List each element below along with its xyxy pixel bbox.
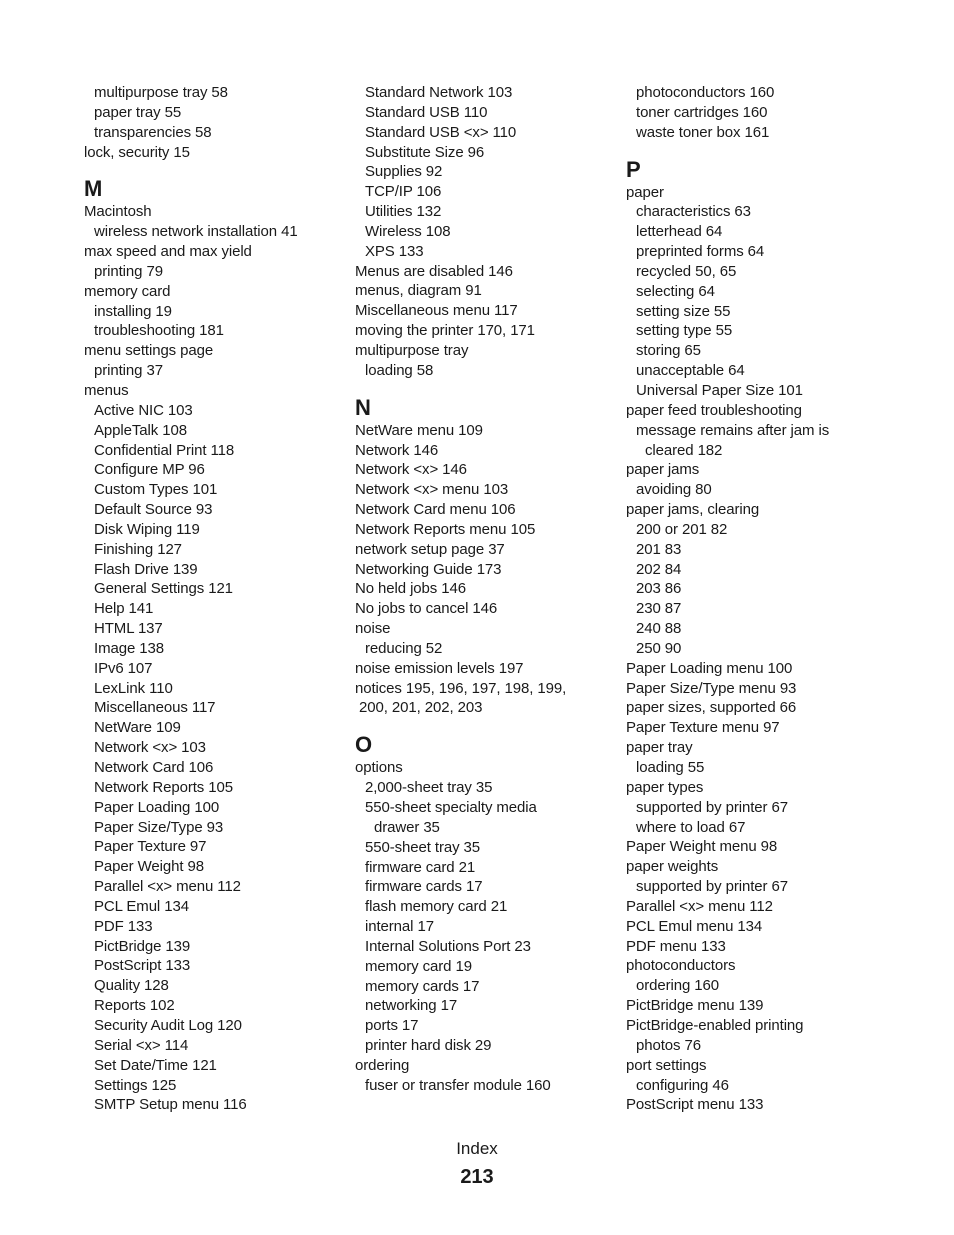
index-entry: menu settings page — [84, 342, 214, 360]
index-subentry: Substitute Size 96 — [365, 143, 485, 161]
index-subentry: 200, 201, 202, 203 — [359, 699, 483, 717]
index-entry: Paper Size/Type menu 93 — [626, 679, 797, 697]
index-subentry: Help 141 — [94, 600, 154, 618]
index-entry: paper types — [626, 778, 704, 796]
index-entry: paper — [626, 183, 664, 201]
index-subentry: AppleTalk 108 — [94, 421, 187, 439]
index-entry: Networking Guide 173 — [355, 560, 502, 578]
index-subentry: Network Card 106 — [94, 759, 214, 776]
index-subentry: letterhead 64 — [636, 223, 723, 241]
index-subentry: Default Source 93 — [94, 501, 213, 519]
index-letter-heading: P — [626, 156, 641, 182]
index-entry: paper sizes, supported 66 — [626, 699, 797, 717]
index-entry: port settings — [626, 1056, 707, 1074]
index-subentry: Utilities 132 — [365, 203, 442, 221]
index-subentry: wireless network installation 41 — [94, 223, 298, 241]
index-subentry: where to load 67 — [636, 818, 746, 836]
index-subentry: supported by printer 67 — [636, 798, 788, 816]
index-subentry: Confidential Print 118 — [94, 441, 235, 459]
index-subentry: multipurpose tray 58 — [94, 84, 228, 101]
index-entry: PictBridge-enabled printing — [626, 1016, 804, 1034]
footer-section-label: Index — [456, 1139, 498, 1158]
index-subentry: printer hard disk 29 — [365, 1037, 492, 1055]
index-subentry: paper tray 55 — [94, 103, 182, 121]
index-subentry: characteristics 63 — [636, 203, 751, 221]
index-subentry: PDF 133 — [94, 917, 153, 935]
index-subentry: IPv6 107 — [94, 659, 153, 677]
index-subentry: 550-sheet tray 35 — [365, 838, 481, 856]
index-entry: ordering — [355, 1056, 410, 1074]
index-subentry: firmware cards 17 — [365, 878, 483, 896]
index-subentry: Supplies 92 — [365, 163, 443, 181]
index-letter-heading: M — [84, 176, 103, 202]
index-subentry: 2,000-sheet tray 35 — [365, 779, 493, 797]
index-subentry: Serial <x> 114 — [94, 1036, 189, 1054]
index-entry: NetWare menu 109 — [355, 421, 483, 439]
index-subentry: selecting 64 — [636, 282, 715, 300]
index-subentry: Paper Loading 100 — [94, 798, 220, 816]
index-subentry: fuser or transfer module 160 — [365, 1076, 551, 1094]
page-number: 213 — [460, 1166, 494, 1188]
index-subentry: waste toner box 161 — [636, 123, 770, 141]
index-subentry: recycled 50, 65 — [636, 262, 737, 280]
index-subentry: photos 76 — [636, 1036, 701, 1054]
index-subentry: reducing 52 — [365, 639, 443, 657]
index-entry: photoconductors — [626, 957, 736, 975]
index-subentry: ordering 160 — [636, 977, 720, 995]
index-entry: Network Card menu 106 — [355, 501, 516, 519]
index-entry: paper weights — [626, 858, 719, 876]
index-entry: Network Reports menu 105 — [355, 520, 536, 538]
index-entry: lock, security 15 — [84, 143, 190, 161]
index-subentry: memory card 19 — [365, 957, 472, 975]
index-entry: memory card — [84, 282, 171, 300]
index-subentry: loading 58 — [365, 361, 434, 379]
index-subentry: Finishing 127 — [94, 540, 182, 558]
index-subentry: LexLink 110 — [94, 679, 173, 697]
index-subentry: 240 88 — [636, 620, 682, 638]
index-subentry: Custom Types 101 — [94, 481, 218, 499]
index-column-2 — [355, 83, 615, 1096]
index-subentry: installing 19 — [94, 302, 172, 320]
index-entry: network setup page 37 — [355, 540, 505, 558]
index-entry: paper tray — [626, 739, 693, 757]
index-entry: menus — [84, 381, 129, 399]
index-entry: Miscellaneous menu 117 — [355, 302, 518, 320]
index-subentry: preprinted forms 64 — [636, 243, 765, 261]
index-entry: PictBridge menu 139 — [626, 997, 764, 1015]
index-letter-heading: O — [355, 732, 373, 758]
index-subentry: PCL Emul 134 — [94, 897, 189, 915]
index-entry: paper feed troubleshooting — [626, 401, 802, 419]
index-subentry: Disk Wiping 119 — [94, 520, 200, 538]
index-entry: menus, diagram 91 — [355, 282, 482, 300]
index-entry: noise emission levels 197 — [355, 659, 524, 677]
index-subentry: Quality 128 — [94, 977, 169, 995]
index-entry: Network <x> 146 — [355, 461, 467, 479]
index-subentry: message remains after jam is — [636, 421, 830, 439]
index-subentry: HTML 137 — [94, 620, 163, 638]
index-subentry: Paper Weight 98 — [94, 858, 204, 876]
index-subentry: drawer 35 — [374, 818, 440, 836]
index-entry: paper jams — [626, 461, 700, 479]
index-subentry: Standard USB <x> 110 — [365, 123, 517, 141]
index-entry: Parallel <x> menu 112 — [626, 897, 773, 915]
index-entry: Network <x> menu 103 — [355, 481, 509, 499]
index-subentry: 550-sheet specialty media — [365, 799, 537, 816]
index-entry: noise — [355, 620, 391, 638]
index-subentry: storing 65 — [636, 342, 701, 360]
index-entry: PostScript menu 133 — [626, 1096, 764, 1114]
index-subentry: 202 84 — [636, 560, 682, 578]
index-subentry: Miscellaneous 117 — [94, 699, 216, 717]
index-column-1 — [84, 83, 344, 1115]
index-subentry: firmware card 21 — [365, 858, 476, 876]
index-entry: paper jams, clearing — [626, 501, 760, 519]
index-subentry: Settings 125 — [94, 1076, 177, 1094]
index-subentry: photoconductors 160 — [636, 84, 775, 101]
index-subentry: avoiding 80 — [636, 481, 712, 499]
index-subentry: internal 17 — [365, 918, 434, 936]
index-subentry: Universal Paper Size 101 — [636, 381, 803, 399]
index-subentry: Network <x> 103 — [94, 739, 206, 757]
index-entry: options — [355, 759, 403, 777]
index-subentry: setting size 55 — [636, 302, 731, 320]
index-subentry: troubleshooting 181 — [94, 322, 224, 340]
index-subentry: 230 87 — [636, 600, 682, 618]
index-subentry: PictBridge 139 — [94, 937, 191, 955]
index-subentry: supported by printer 67 — [636, 878, 788, 896]
index-subentry: Flash Drive 139 — [94, 560, 198, 578]
index-subentry: flash memory card 21 — [365, 898, 508, 916]
index-subentry: Standard Network 103 — [365, 84, 513, 101]
index-entry: Menus are disabled 146 — [355, 262, 513, 280]
index-subentry: unacceptable 64 — [636, 362, 745, 380]
index-column-3 — [626, 83, 906, 1115]
index-subentry: 201 83 — [636, 540, 682, 558]
index-subentry: Configure MP 96 — [94, 461, 205, 479]
index-entry: Network 146 — [355, 441, 439, 459]
index-subentry: PostScript 133 — [94, 957, 191, 975]
index-entry: Paper Loading menu 100 — [626, 659, 793, 677]
index-subentry: Reports 102 — [94, 997, 175, 1015]
index-subentry: setting type 55 — [636, 322, 733, 340]
index-subentry: configuring 46 — [636, 1076, 729, 1094]
index-subentry: Internal Solutions Port 23 — [365, 937, 531, 955]
index-subentry: Active NIC 103 — [94, 401, 193, 419]
index-entry: Paper Weight menu 98 — [626, 838, 778, 856]
index-entry: moving the printer 170, 171 — [355, 322, 535, 340]
index-subentry: cleared 182 — [645, 441, 723, 459]
index-entry: PDF menu 133 — [626, 937, 726, 955]
index-entry: notices 195, 196, 197, 198, 199, — [355, 679, 567, 697]
index-subentry: networking 17 — [365, 997, 458, 1015]
index-entry: PCL Emul menu 134 — [626, 917, 763, 935]
index-subentry: toner cartridges 160 — [636, 103, 768, 121]
index-subentry: Parallel <x> menu 112 — [94, 878, 241, 896]
index-subentry: Image 138 — [94, 639, 164, 657]
index-subentry: General Settings 121 — [94, 580, 233, 598]
index-entry: No jobs to cancel 146 — [355, 600, 498, 618]
index-subentry: ports 17 — [365, 1017, 419, 1035]
index-subentry: Set Date/Time 121 — [94, 1056, 217, 1074]
index-subentry: 203 86 — [636, 580, 682, 598]
index-subentry: Security Audit Log 120 — [94, 1016, 242, 1034]
index-subentry: NetWare 109 — [94, 719, 181, 737]
index-entry: multipurpose tray — [355, 341, 469, 359]
index-subentry: Paper Size/Type 93 — [94, 818, 224, 836]
index-subentry: SMTP Setup menu 116 — [94, 1096, 247, 1114]
index-subentry: printing 37 — [94, 362, 163, 380]
index-entry: Paper Texture menu 97 — [626, 719, 780, 737]
index-subentry: Network Reports 105 — [94, 778, 233, 796]
index-entry: Macintosh — [84, 203, 152, 221]
index-subentry: 200 or 201 82 — [636, 520, 728, 538]
index-subentry: transparencies 58 — [94, 123, 212, 141]
index-subentry: printing 79 — [94, 262, 163, 280]
index-entry: max speed and max yield — [84, 243, 252, 261]
index-subentry: XPS 133 — [365, 242, 424, 260]
index-subentry: Wireless 108 — [365, 222, 451, 240]
index-subentry: 250 90 — [636, 639, 682, 657]
index-subentry: memory cards 17 — [365, 977, 480, 995]
index-subentry: loading 55 — [636, 759, 705, 776]
index-subentry: TCP/IP 106 — [365, 183, 442, 201]
index-entry: No held jobs 146 — [355, 580, 466, 598]
index-letter-heading: N — [355, 394, 371, 420]
index-subentry: Paper Texture 97 — [94, 838, 207, 856]
index-subentry: Standard USB 110 — [365, 103, 488, 121]
